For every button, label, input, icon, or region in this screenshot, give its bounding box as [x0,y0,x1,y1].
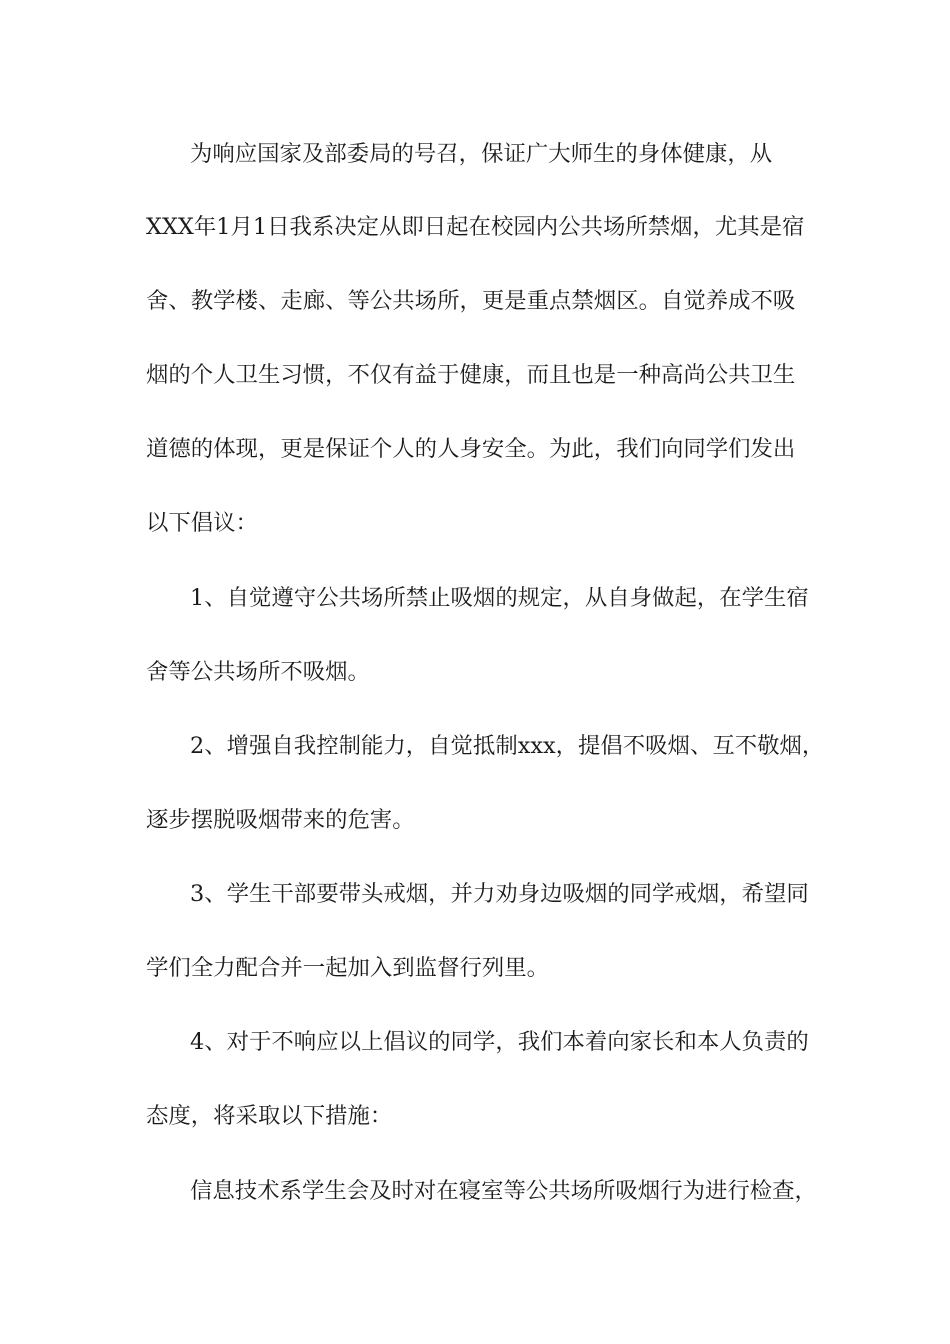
paragraph-3-line-2: 逐步摆脱吸烟带来的危害。 [146,807,415,833]
paragraph-1-line-4: 烟的个人卫生习惯，不仅有益于健康，而且也是一种高尚公共卫生 [146,362,796,388]
paragraph-5-line-2: 态度，将采取以下措施： [146,1103,393,1129]
paragraph-2-line-1: 1、自觉遵守公共场所禁止吸烟的规定，从自身做起，在学生宿 [190,585,809,611]
paragraph-3-line-1: 2、增强自我控制能力，自觉抵制xxx，提倡不吸烟、互不敬烟， [190,733,825,759]
paragraph-4-line-1: 3、学生干部要带头戒烟，并力劝身边吸烟的同学戒烟，希望同 [190,881,809,907]
paragraph-6-line-1: 信息技术系学生会及时对在寝室等公共场所吸烟行为进行检查， [190,1178,817,1204]
paragraph-1-line-3: 舍、教学楼、走廊、等公共场所，更是重点禁烟区。自觉养成不吸 [146,288,796,314]
paragraph-5-line-1: 4、对于不响应以上倡议的同学，我们本着向家长和本人负责的 [190,1029,809,1055]
paragraph-1-line-6: 以下倡议： [146,510,258,536]
paragraph-4-line-2: 学们全力配合并一起加入到监督行列里。 [146,955,550,981]
paragraph-1-line-5: 道德的体现，更是保证个人的人身安全。为此，我们向同学们发出 [146,436,796,462]
paragraph-1-line-2: XXX年1月1日我系决定从即日起在校园内公共场所禁烟，尤其是宿 [146,214,805,240]
paragraph-2-line-2: 舍等公共场所不吸烟。 [146,659,370,685]
paragraph-1-line-1: 为响应国家及部委局的号召，保证广大师生的身体健康，从 [190,141,773,167]
